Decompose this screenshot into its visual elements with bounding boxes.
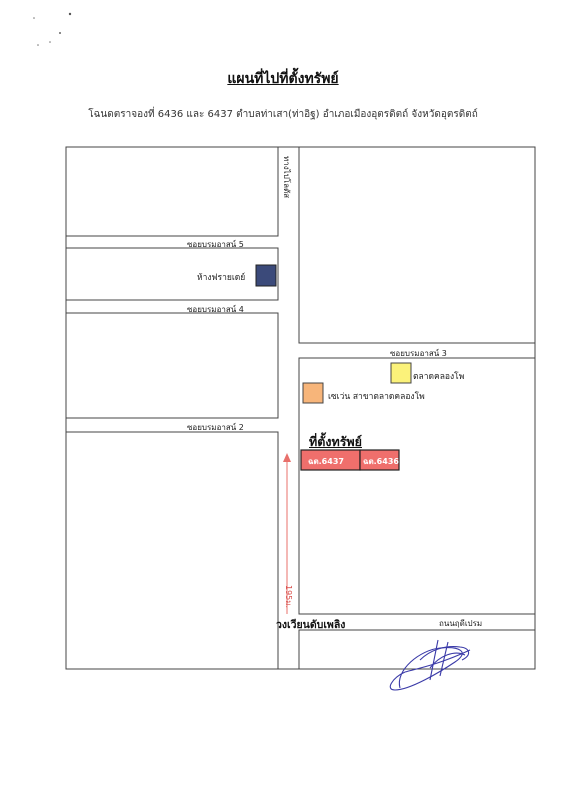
block-top-left [66, 147, 278, 236]
block-mid-left [66, 313, 278, 418]
distance-label: 195ม. [284, 585, 293, 609]
block-bottom-right [299, 630, 535, 669]
map-title: แผนที่ไปที่ตั้งทรัพย์ [227, 71, 339, 87]
right-road-label: ถนนฤดีเปรม [439, 619, 483, 628]
map-border [66, 147, 535, 669]
soi3-label: ซอยบรมอาสน์ 3 [390, 349, 447, 358]
soi2-label: ซอยบรมอาสน์ 2 [187, 423, 244, 432]
circle-label: วงเวียนดับเพลิง [276, 619, 346, 631]
soi5-label: ซอยบรมอาสน์ 5 [187, 240, 244, 249]
block-store [66, 248, 278, 300]
map-subtitle: โฉนดตราจองที่ 6436 และ 6437 ตำบลท่าเสา(ท่าอิฐ) อำเภอเมืองอุตรดิตถ์ จังหวัดอุตรดิตถ์ [88, 109, 478, 120]
block-bottom-left [66, 432, 278, 669]
deed-6437-label: ฉต.6437 [308, 457, 344, 466]
market-label: ตลาดคลองโพ [413, 372, 465, 382]
market-marker [391, 363, 411, 383]
soi4-label: ซอยบรมอาสน์ 4 [187, 305, 244, 314]
seven-marker [303, 383, 323, 403]
seven-label: เซเว่น สาขาตลาดคลองโพ [328, 392, 425, 402]
deed-6436-label: ฉต.6436 [363, 457, 399, 466]
store-marker [256, 265, 276, 286]
main-road-label: ทางไปโลตัส [282, 156, 291, 199]
signature-mark [390, 640, 470, 690]
store-label: ห้างฟรายเดย์ [197, 273, 246, 283]
distance-arrowhead [283, 453, 291, 462]
block-top-right [299, 147, 535, 343]
property-title: ที่ตั้งทรัพย์ [309, 434, 362, 449]
